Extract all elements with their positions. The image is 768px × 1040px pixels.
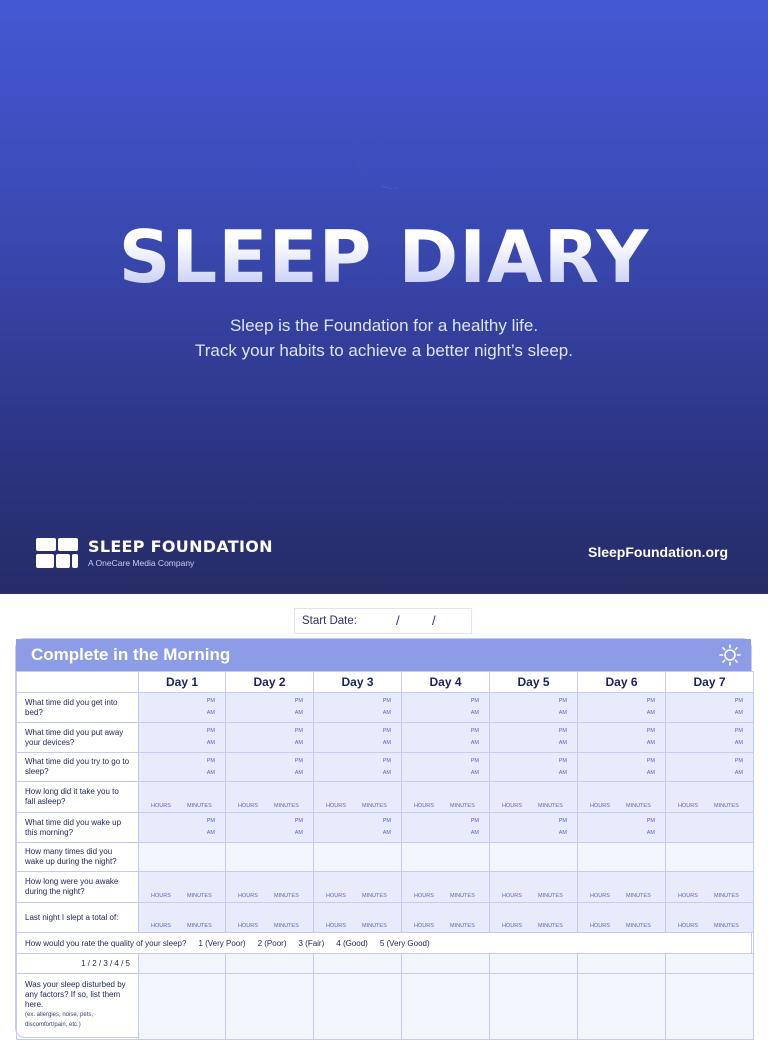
question-label (17, 872, 139, 903)
day-header: Day 5 (490, 672, 578, 693)
question-note: (ex. allergies, noise, pets, discomfort/pain, etc.) (25, 1012, 94, 1028)
am-label: AM (558, 740, 567, 746)
day-entry-cell[interactable] (402, 954, 490, 974)
pm-label: PM (558, 698, 567, 704)
hours-label: HOURS (590, 893, 610, 899)
day-entry-cell[interactable] (314, 954, 402, 974)
day-entry-cell[interactable] (139, 974, 226, 1040)
minutes-label: MINUTES (187, 923, 212, 929)
minutes-label: MINUTES (714, 923, 739, 929)
day-header: Day 2 (226, 672, 314, 693)
minutes-label: MINUTES (274, 923, 299, 929)
minutes-label: MINUTES (362, 893, 387, 899)
day-entry-cell[interactable] (402, 693, 490, 723)
minutes-label: MINUTES (274, 803, 299, 809)
day-entry-cell[interactable] (666, 903, 754, 933)
quality-option: 5 (Very Good) (379, 938, 430, 948)
cover-title: SLEEP DIARY (0, 215, 768, 299)
table-row (17, 723, 754, 753)
minutes-label: MINUTES (450, 803, 475, 809)
hours-label: HOURS (590, 923, 610, 929)
day-entry-cell[interactable] (490, 753, 578, 782)
day-entry-cell[interactable] (490, 954, 578, 974)
day-entry-cell[interactable] (139, 843, 226, 872)
hours-label: HOURS (590, 803, 610, 809)
start-date-label: Start Date: (302, 615, 357, 627)
am-label: AM (382, 770, 391, 776)
sleep-diary-table (16, 671, 754, 1040)
day-entry-cell[interactable] (139, 723, 226, 753)
am-label: AM (382, 830, 391, 836)
corner-cell (17, 672, 139, 693)
day-entry-cell[interactable] (314, 843, 402, 872)
hours-label: HOURS (414, 803, 434, 809)
pm-label: PM (206, 728, 215, 734)
day-entry-cell[interactable] (578, 693, 666, 723)
question-label (17, 723, 139, 753)
am-label: AM (294, 740, 303, 746)
pm-label: PM (734, 728, 743, 734)
date-separator-1: / (396, 613, 400, 628)
pm-label: PM (734, 698, 743, 704)
am-label: AM (734, 770, 743, 776)
day-entry-cell[interactable] (578, 843, 666, 872)
day-entry-cell[interactable] (666, 693, 754, 723)
pm-label: PM (206, 758, 215, 764)
pm-label: PM (646, 758, 655, 764)
hours-label: HOURS (678, 803, 698, 809)
am-label: AM (294, 770, 303, 776)
pm-label: PM (470, 728, 479, 734)
pm-label: PM (558, 758, 567, 764)
day-entry-cell[interactable] (666, 813, 754, 843)
day-entry-cell[interactable] (490, 974, 578, 1040)
table-row (17, 693, 754, 723)
day-entry-cell[interactable] (314, 903, 402, 933)
day-entry-cell[interactable] (139, 753, 226, 782)
day-entry-cell[interactable] (226, 813, 314, 843)
minutes-label: MINUTES (538, 923, 563, 929)
am-label: AM (294, 710, 303, 716)
hours-label: HOURS (326, 803, 346, 809)
quality-option: 4 (Good) (336, 938, 368, 948)
quality-rating-row (17, 933, 754, 954)
day-header: Day 7 (666, 672, 754, 693)
minutes-label: MINUTES (626, 923, 651, 929)
am-label: AM (558, 710, 567, 716)
day-entry-cell[interactable] (666, 872, 754, 903)
day-entry-cell[interactable] (226, 954, 314, 974)
day-entry-cell[interactable] (490, 813, 578, 843)
question-label (17, 903, 139, 933)
pm-label: PM (470, 818, 479, 824)
sleep-foundation-logo (36, 538, 78, 568)
day-entry-cell[interactable] (226, 782, 314, 813)
day-header: Day 4 (402, 672, 490, 693)
am-label: AM (206, 710, 215, 716)
am-label: AM (646, 710, 655, 716)
hours-label: HOURS (678, 893, 698, 899)
am-label: AM (382, 710, 391, 716)
day-header: Day 6 (578, 672, 666, 693)
minutes-label: MINUTES (187, 893, 212, 899)
tagline-line-2: Track your habits to achieve a better night’s sleep. (195, 341, 573, 360)
am-label: AM (734, 710, 743, 716)
am-label: AM (558, 770, 567, 776)
pm-label: PM (294, 698, 303, 704)
pm-label: PM (558, 728, 567, 734)
minutes-label: MINUTES (626, 803, 651, 809)
hours-label: HOURS (326, 923, 346, 929)
day-entry-cell[interactable] (226, 974, 314, 1040)
am-label: AM (646, 740, 655, 746)
am-label: AM (206, 770, 215, 776)
quality-option: 3 (Fair) (298, 938, 325, 948)
day-entry-cell[interactable] (402, 753, 490, 782)
quality-option: 2 (Poor) (257, 938, 287, 948)
start-date-field[interactable] (294, 608, 472, 634)
tagline-line-1: Sleep is the Foundation for a healthy life. (229, 316, 539, 335)
website-link[interactable]: SleepFoundation.org (588, 544, 728, 560)
day-entry-cell[interactable] (490, 723, 578, 753)
day-entry-cell[interactable] (314, 813, 402, 843)
am-label: AM (646, 830, 655, 836)
day-entry-cell[interactable] (314, 782, 402, 813)
question-text: Last night I slept a total of: (25, 912, 119, 922)
day-entry-cell[interactable] (578, 753, 666, 782)
day-entry-cell[interactable] (402, 843, 490, 872)
minutes-label: MINUTES (538, 893, 563, 899)
question-label (17, 843, 139, 872)
table-row (17, 782, 754, 813)
day-entry-cell[interactable] (578, 723, 666, 753)
am-label: AM (734, 740, 743, 746)
question-label (17, 693, 139, 723)
day-entry-cell[interactable] (490, 872, 578, 903)
day-entry-cell[interactable] (666, 954, 754, 974)
minutes-label: MINUTES (362, 923, 387, 929)
day-entry-cell[interactable] (666, 753, 754, 782)
hours-label: HOURS (502, 803, 522, 809)
morning-panel-title: Complete in the Morning (31, 645, 231, 664)
minutes-label: MINUTES (362, 803, 387, 809)
am-label: AM (294, 830, 303, 836)
day-entry-cell[interactable] (139, 693, 226, 723)
day-entry-cell[interactable] (490, 843, 578, 872)
day-entry-cell[interactable] (314, 872, 402, 903)
am-label: AM (206, 740, 215, 746)
day-entry-cell[interactable] (402, 903, 490, 933)
day-entry-cell[interactable] (666, 782, 754, 813)
hours-label: HOURS (151, 923, 171, 929)
morning-panel (15, 638, 752, 1038)
hours-label: HOURS (502, 893, 522, 899)
day-entry-cell[interactable] (402, 872, 490, 903)
hours-label: HOURS (238, 803, 258, 809)
pm-label: PM (294, 818, 303, 824)
pm-label: PM (206, 818, 215, 824)
am-label: AM (382, 740, 391, 746)
question-text: How long did it take you to fall asleep? (25, 787, 119, 806)
quality-question: How would you rate the quality of your sleep? (25, 938, 187, 948)
am-label: AM (470, 830, 479, 836)
minutes-label: MINUTES (714, 893, 739, 899)
am-label: AM (470, 740, 479, 746)
pm-label: PM (382, 698, 391, 704)
question-text: How long were you awake during the night? (25, 877, 119, 896)
am-label: AM (206, 830, 215, 836)
hours-label: HOURS (238, 923, 258, 929)
minutes-label: MINUTES (714, 803, 739, 809)
day-entry-cell[interactable] (314, 753, 402, 782)
day-header: Day 1 (139, 672, 226, 693)
sun-icon (719, 644, 741, 666)
day-entry-cell[interactable] (226, 723, 314, 753)
hours-label: HOURS (502, 923, 522, 929)
day-entry-cell[interactable] (402, 813, 490, 843)
question-label (17, 782, 139, 813)
table-row (17, 933, 754, 954)
minutes-label: MINUTES (187, 803, 212, 809)
day-entry-cell[interactable] (226, 843, 314, 872)
day-entry-cell[interactable] (139, 813, 226, 843)
question-text: What time did you get into bed? (25, 697, 118, 717)
table-row (17, 843, 754, 872)
day-entry-cell[interactable] (139, 782, 226, 813)
day-entry-cell[interactable] (490, 693, 578, 723)
table-row (17, 813, 754, 843)
day-entry-cell[interactable] (226, 753, 314, 782)
pm-label: PM (382, 728, 391, 734)
day-header: Day 3 (314, 672, 402, 693)
day-entry-cell[interactable] (578, 903, 666, 933)
day-entry-cell[interactable] (578, 872, 666, 903)
day-entry-cell[interactable] (402, 782, 490, 813)
minutes-label: MINUTES (274, 893, 299, 899)
day-entry-cell[interactable] (578, 954, 666, 974)
day-entry-cell[interactable] (666, 723, 754, 753)
table-row (17, 753, 754, 782)
pm-label: PM (382, 818, 391, 824)
day-entry-cell[interactable] (314, 974, 402, 1040)
day-entry-cell[interactable] (666, 974, 754, 1040)
day-entry-cell[interactable] (314, 723, 402, 753)
minutes-label: MINUTES (538, 803, 563, 809)
day-entry-cell[interactable] (314, 693, 402, 723)
quality-option: 1 (Very Poor) (198, 938, 246, 948)
quality-scale: 1 / 2 / 3 / 4 / 5 (17, 954, 139, 974)
morning-panel-header (16, 639, 751, 671)
hours-label: HOURS (678, 923, 698, 929)
day-entry-cell[interactable] (578, 974, 666, 1040)
question-label (17, 813, 139, 843)
hours-label: HOURS (151, 803, 171, 809)
cover-tagline (0, 313, 768, 363)
date-separator-2: / (432, 613, 436, 628)
pm-label: PM (558, 818, 567, 824)
day-entry-cell[interactable] (139, 872, 226, 903)
day-entry-cell[interactable] (226, 872, 314, 903)
brand-name: SLEEP FOUNDATION (88, 537, 273, 556)
hours-label: HOURS (151, 893, 171, 899)
pm-label: PM (646, 818, 655, 824)
pm-label: PM (294, 728, 303, 734)
day-entry-cell[interactable] (402, 974, 490, 1040)
question-text: What time did you wake up this morning? (25, 817, 122, 837)
am-label: AM (470, 770, 479, 776)
moon-icon (342, 122, 418, 198)
question-text: What time did you try to go to sleep? (25, 757, 130, 776)
minutes-label: MINUTES (626, 893, 651, 899)
day-entry-cell[interactable] (490, 903, 578, 933)
day-entry-cell[interactable] (402, 723, 490, 753)
question-text: Was your sleep disturbed by any factors? If so, list them here. (25, 980, 126, 1009)
day-entry-cell[interactable] (226, 903, 314, 933)
day-entry-cell[interactable] (578, 782, 666, 813)
pm-label: PM (646, 728, 655, 734)
day-entry-cell[interactable] (666, 843, 754, 872)
question-label (17, 753, 139, 782)
table-row (17, 903, 754, 933)
am-label: AM (558, 830, 567, 836)
day-entry-cell[interactable] (139, 903, 226, 933)
pm-label: PM (470, 698, 479, 704)
minutes-label: MINUTES (450, 923, 475, 929)
pm-label: PM (294, 758, 303, 764)
hours-label: HOURS (326, 893, 346, 899)
table-row (17, 954, 754, 974)
day-header-row (17, 672, 754, 693)
question-label (17, 974, 139, 1040)
day-entry-cell[interactable] (226, 693, 314, 723)
brand-subtitle: A OneCare Media Company (88, 558, 195, 568)
question-text: How many times did you wake up during the night? (25, 847, 117, 866)
minutes-label: MINUTES (450, 893, 475, 899)
am-label: AM (470, 710, 479, 716)
question-text: What time did you put away your devices? (25, 727, 124, 747)
pm-label: PM (470, 758, 479, 764)
pm-label: PM (734, 758, 743, 764)
brand (36, 537, 273, 568)
day-entry-cell[interactable] (578, 813, 666, 843)
pm-label: PM (206, 698, 215, 704)
day-entry-cell[interactable] (139, 954, 226, 974)
hours-label: HOURS (414, 923, 434, 929)
table-row (17, 872, 754, 903)
table-row (17, 974, 754, 1040)
hours-label: HOURS (238, 893, 258, 899)
hours-label: HOURS (414, 893, 434, 899)
pm-label: PM (646, 698, 655, 704)
day-entry-cell[interactable] (490, 782, 578, 813)
am-label: AM (646, 770, 655, 776)
pm-label: PM (382, 758, 391, 764)
